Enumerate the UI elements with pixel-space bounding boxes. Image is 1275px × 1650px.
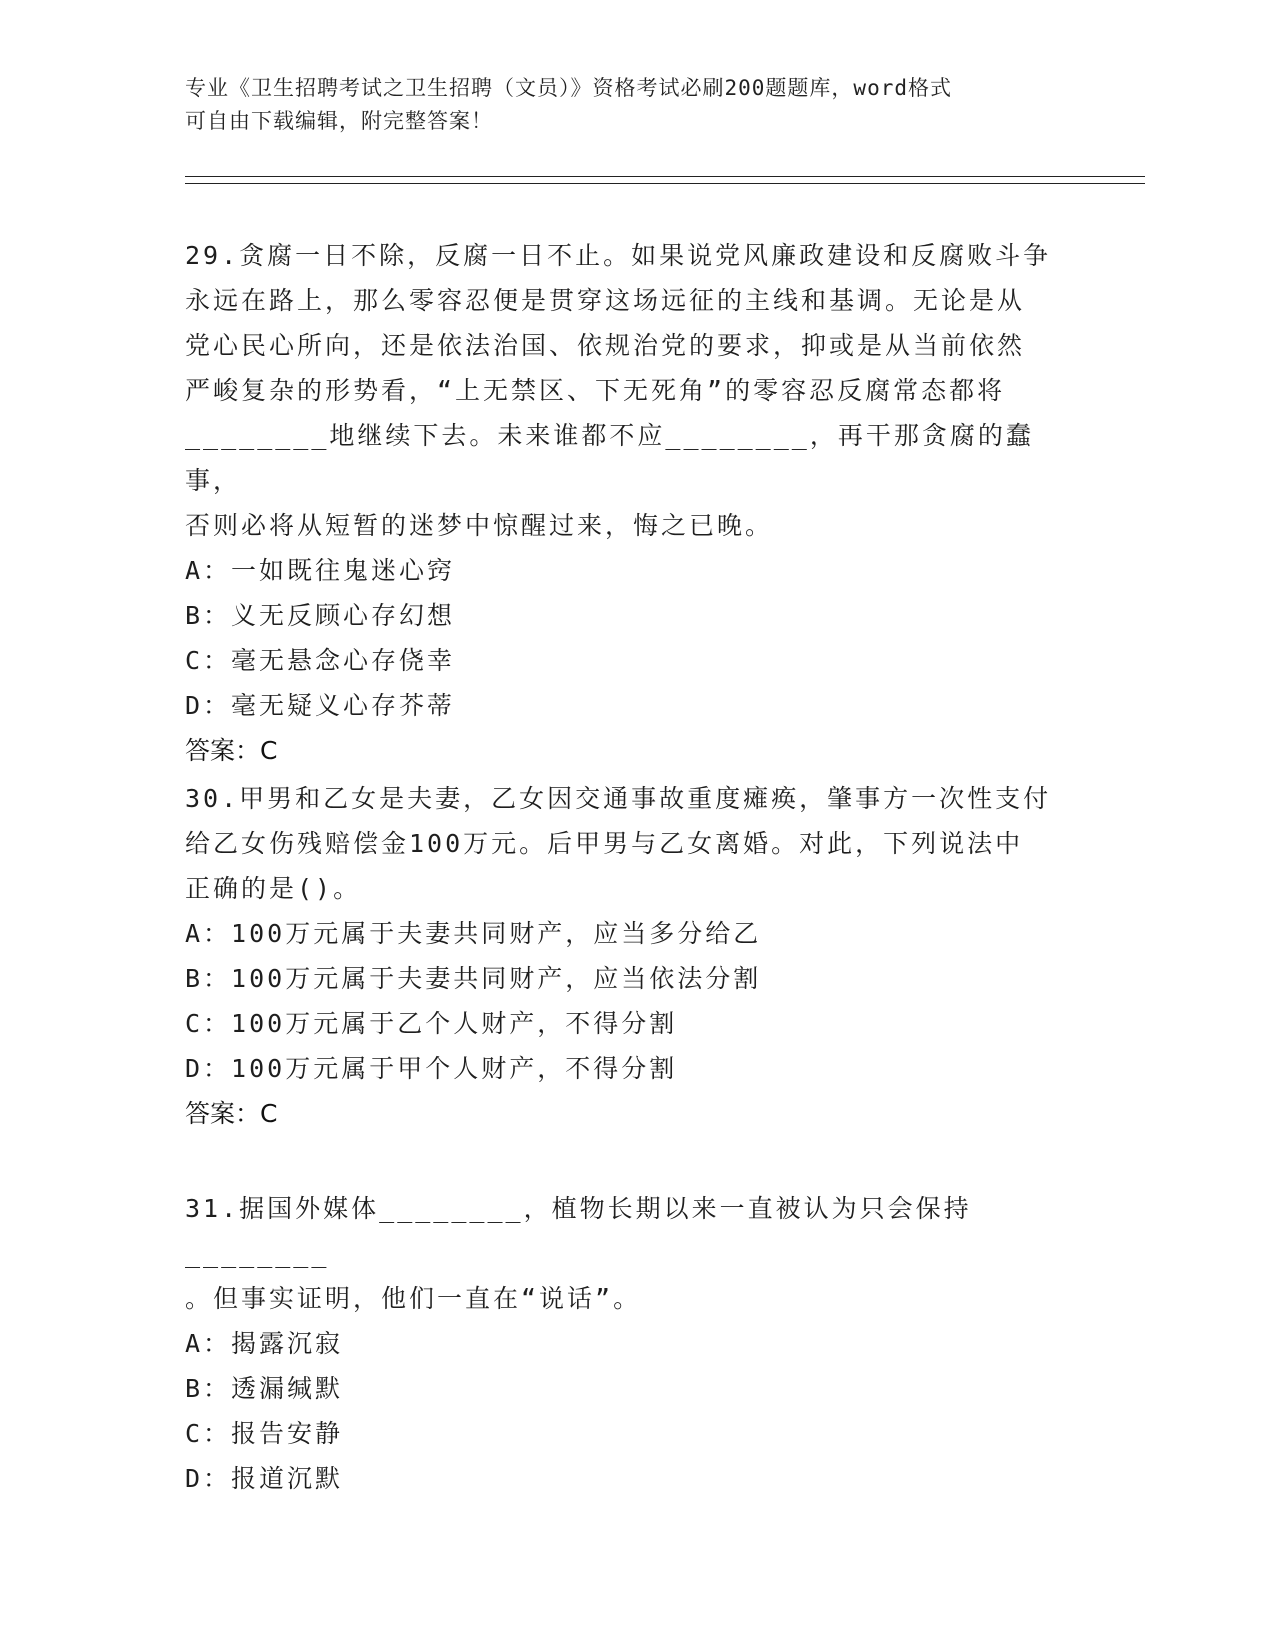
question-stem-line: 31.据国外媒体________，植物长期以来一直被认为只会保持________ <box>185 1194 972 1268</box>
header-line-2: 可自由下载编辑，附完整答案！ <box>185 109 493 133</box>
question-stem-line: 给乙女伤残赔偿金100万元。后甲男与乙女离婚。对此，下列说法中 <box>185 829 1024 858</box>
answer-line: 答案：C <box>185 736 278 765</box>
option-d: D：报道沉默 <box>185 1464 344 1493</box>
question-stem-line: 永远在路上，那么零容忍便是贯穿这场远征的主线和基调。无论是从 <box>185 286 1026 315</box>
question-stem-line: 。但事实证明，他们一直在“说话”。 <box>185 1284 642 1313</box>
question-stem-line: 29.贪腐一日不除，反腐一日不止。如果说党风廉政建设和反腐败斗争 <box>185 241 1052 270</box>
question-stem-line: 党心民心所向，还是依法治国、依规治党的要求，抑或是从当前依然 <box>185 331 1026 360</box>
option-c: C：毫无悬念心存侥幸 <box>185 646 456 675</box>
question-31 <box>185 1186 1085 1501</box>
header-line-1: 专业《卫生招聘考试之卫生招聘（文员）》资格考试必刷200题题库，word格式 <box>185 76 952 100</box>
option-a: A：揭露沉寂 <box>185 1329 344 1358</box>
option-d: D：毫无疑义心存芥蒂 <box>185 691 456 720</box>
question-stem-line: 30.甲男和乙女是夫妻，乙女因交通事故重度瘫痪，肇事方一次性支付 <box>185 784 1052 813</box>
question-stem-line: 正确的是()。 <box>185 874 362 903</box>
option-a: A：100万元属于夫妻共同财产，应当多分给乙 <box>185 919 762 948</box>
option-d: D：100万元属于甲个人财产，不得分割 <box>185 1054 678 1083</box>
answer-line: 答案：C <box>185 1099 278 1128</box>
option-a: A：一如既往鬼迷心窍 <box>185 556 456 585</box>
question-stem-line: 否则必将从短暂的迷梦中惊醒过来，悔之已晚。 <box>185 511 774 540</box>
option-c: C：报告安静 <box>185 1419 344 1448</box>
header-divider <box>185 176 1145 184</box>
question-stem-line: 严峻复杂的形势看，“上无禁区、下无死角”的零容忍反腐常态都将 <box>185 376 1006 405</box>
question-30 <box>185 776 1085 1136</box>
question-stem-line: ________地继续下去。未来谁都不应________，再干那贪腐的蠢事， <box>185 421 1034 495</box>
question-29 <box>185 233 1085 773</box>
option-b: B：义无反顾心存幻想 <box>185 601 456 630</box>
option-b: B：100万元属于夫妻共同财产，应当依法分割 <box>185 964 762 993</box>
document-header <box>185 72 1075 138</box>
option-b: B：透漏缄默 <box>185 1374 344 1403</box>
option-c: C：100万元属于乙个人财产，不得分割 <box>185 1009 678 1038</box>
